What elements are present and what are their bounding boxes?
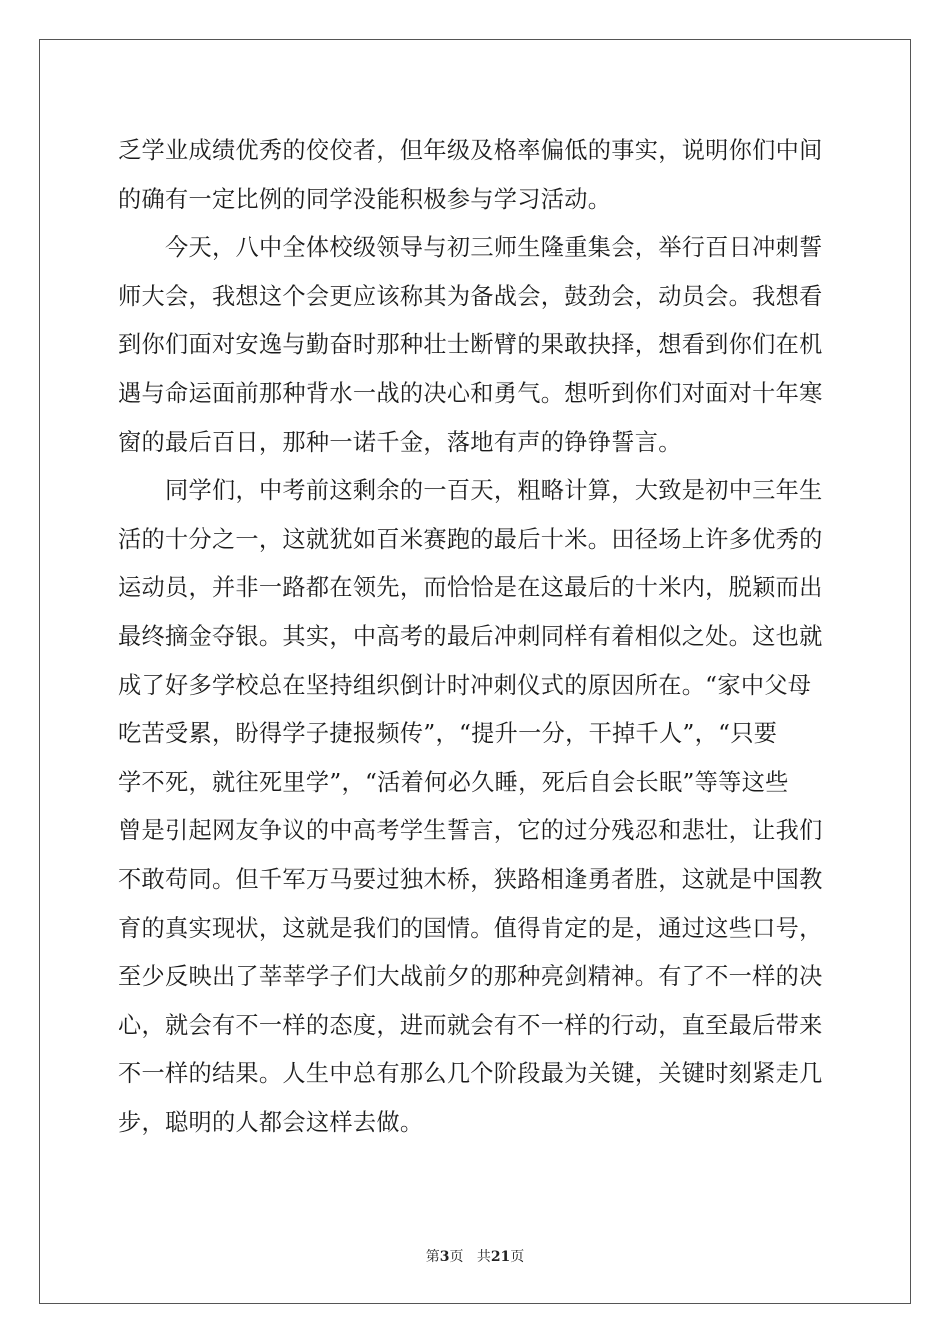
text-line: 曾是引起网友争议的中高考学生誓言，它的过分残忍和悲壮，让我们 [118, 817, 823, 845]
paragraph-start-line: 同学们，中考前这剩余的一百天，粗略计算，大致是初中三年生 [165, 477, 823, 505]
document-body [118, 127, 834, 1147]
text-line: 遇与命运面前那种背水一战的决心和勇气。想听到你们对面对十年寒 [118, 379, 823, 407]
text-line: 窗的最后百日，那种一诺千金，落地有声的铮铮誓言。 [118, 428, 682, 456]
total-prefix: 共 [476, 1249, 491, 1265]
total-pages: 21 [490, 1249, 511, 1265]
page-number: 3 [439, 1249, 450, 1265]
text-line: 育的真实现状，这就是我们的国情。值得肯定的是，通过这些口号， [118, 914, 823, 942]
page-prefix: 第 [425, 1249, 440, 1265]
text-line: 步，聪明的人都会这样去做。 [118, 1108, 424, 1136]
paragraph-start-line: 今天，八中全体校级领导与初三师生隆重集会，举行百日冲刺誓 [165, 234, 823, 262]
text-line: 至少反映出了莘莘学子们大战前夕的那种亮剑精神。有了不一样的决 [118, 963, 823, 991]
text-line: 活的十分之一，这就犹如百米赛跑的最后十米。田径场上许多优秀的 [118, 525, 823, 553]
text-line: 最终摘金夺银。其实，中高考的最后冲刺同样有着相似之处。这也就 [118, 622, 823, 650]
text-line: 不敢苟同。但千军万马要过独木桥，狭路相逢勇者胜，这就是中国教 [118, 865, 823, 893]
text-line: 不一样的结果。人生中总有那么几个阶段最为关键，关键时刻紧走几 [118, 1060, 823, 1088]
text-line: 的确有一定比例的同学没能积极参与学习活动。 [118, 185, 612, 213]
text-line: 师大会，我想这个会更应该称其为备战会，鼓劲会，动员会。我想看 [118, 282, 823, 310]
text-line: 到你们面对安逸与勤奋时那种壮士断臂的果敢抉择，想看到你们在机 [118, 331, 823, 359]
total-suffix: 页 [510, 1249, 525, 1265]
text-line: 学不死，就往死里学”，“活着何必久睡，死后自会长眠”等等这些 [118, 768, 789, 796]
text-line: 乏学业成绩优秀的佼佼者，但年级及格率偏低的事实，说明你们中间 [118, 137, 823, 164]
text-line: 心，就会有不一样的态度，进而就会有不一样的行动，直至最后带来 [118, 1011, 823, 1039]
page-suffix: 页 [449, 1249, 464, 1265]
text-line: 吃苦受累，盼得学子捷报频传”，“提升一分，干掉千人”，“只要 [118, 720, 778, 748]
text-line: 成了好多学校总在坚持组织倒计时冲刺仪式的原因所在。“家中父母 [118, 671, 812, 699]
text-line: 运动员，并非一路都在领先，而恰恰是在这最后的十米内，脱颖而出 [118, 574, 823, 602]
page-footer [0, 1248, 950, 1266]
